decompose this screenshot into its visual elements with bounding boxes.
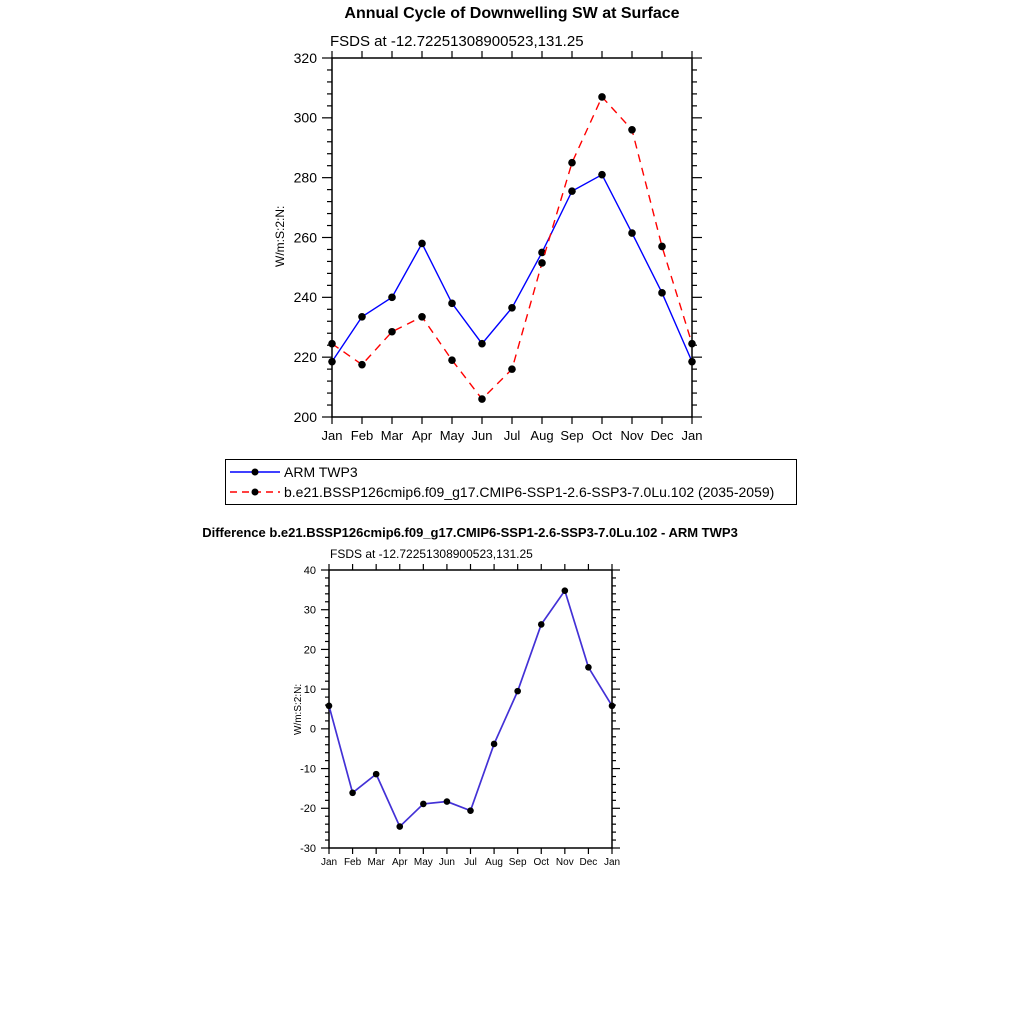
y-tick-label: 30 — [303, 604, 316, 617]
y-tick-label: -30 — [300, 842, 316, 855]
y-tick-label: 240 — [293, 289, 317, 306]
x-tick-label: May — [439, 428, 465, 443]
data-point-marker — [562, 587, 569, 594]
x-tick-label: Apr — [411, 428, 433, 443]
x-tick-label: Feb — [350, 428, 374, 443]
x-tick-label: Oct — [591, 428, 613, 443]
y-tick-label: 0 — [309, 723, 316, 736]
x-tick-label: Nov — [620, 428, 644, 443]
x-tick-label: Sep — [508, 857, 527, 868]
legend-label-model: b.e21.BSSP126cmip6.f09_g17.CMIP6-SSP1-2.6-SSP3-7.0Lu.102 (2035-2059) — [284, 484, 775, 500]
x-tick-label: Jan — [603, 857, 621, 868]
x-tick-label: Oct — [533, 857, 550, 868]
chart2-subtitle: FSDS at -12.72251308900523,131.25 — [330, 547, 533, 561]
y-tick-label: 10 — [303, 683, 316, 696]
chart1-y-axis-label: W/m:S:2:N: — [273, 205, 287, 267]
x-tick-label: Jan — [681, 428, 703, 443]
data-point-marker — [609, 703, 616, 710]
x-tick-label: Jul — [464, 857, 477, 868]
y-tick-label: 20 — [303, 644, 316, 657]
x-tick-label: Mar — [367, 857, 385, 868]
x-tick-label: Jul — [503, 428, 521, 443]
y-tick-label: 200 — [293, 408, 317, 425]
data-point-marker — [538, 621, 545, 628]
y-tick-label: 300 — [293, 109, 317, 126]
data-point-marker — [396, 823, 403, 830]
y-tick-label: -20 — [300, 803, 316, 816]
x-tick-label: Sep — [560, 428, 584, 443]
chart1-title: Annual Cycle of Downwelling SW at Surface — [344, 5, 680, 22]
x-tick-label: Jan — [320, 857, 338, 868]
plot-frame — [329, 570, 612, 848]
x-tick-label: Jun — [471, 428, 493, 443]
chart1-subtitle: FSDS at -12.72251308900523,131.25 — [330, 33, 584, 50]
data-point-marker — [585, 664, 592, 671]
legend-label-arm-twp3: ARM TWP3 — [284, 464, 358, 480]
data-point-marker — [444, 798, 451, 805]
data-point-marker — [349, 789, 356, 796]
data-point-marker — [326, 703, 333, 710]
data-point-marker — [491, 741, 498, 748]
y-tick-label: 220 — [293, 349, 317, 366]
x-tick-label: Aug — [485, 857, 503, 868]
data-point-marker — [420, 801, 427, 808]
data-point-marker — [373, 771, 380, 778]
x-tick-label: Jan — [321, 428, 343, 443]
y-tick-label: -10 — [300, 763, 316, 776]
x-tick-label: Feb — [343, 857, 362, 868]
x-tick-label: Dec — [579, 857, 598, 868]
x-tick-label: Dec — [650, 428, 674, 443]
x-tick-label: Nov — [555, 857, 574, 868]
series-line-0 — [329, 591, 612, 827]
y-tick-label: 280 — [293, 169, 317, 186]
x-tick-label: Apr — [391, 857, 408, 868]
data-point-marker — [514, 688, 521, 695]
chart2-y-axis-label: W/m:S:2:N: — [293, 683, 304, 735]
x-tick-label: Mar — [380, 428, 404, 443]
data-point-marker — [467, 807, 474, 814]
y-tick-label: 260 — [293, 229, 317, 246]
x-tick-label: Aug — [530, 428, 554, 443]
y-tick-label: 40 — [303, 564, 316, 577]
y-tick-label: 320 — [293, 49, 317, 66]
x-tick-label: May — [413, 857, 433, 868]
x-tick-label: Jun — [438, 857, 455, 868]
chart2-title: Difference b.e21.BSSP126cmip6.f09_g17.CMIP6-SSP1-2.6-SSP3-7.0Lu.102 - ARM TWP3 — [202, 525, 738, 540]
